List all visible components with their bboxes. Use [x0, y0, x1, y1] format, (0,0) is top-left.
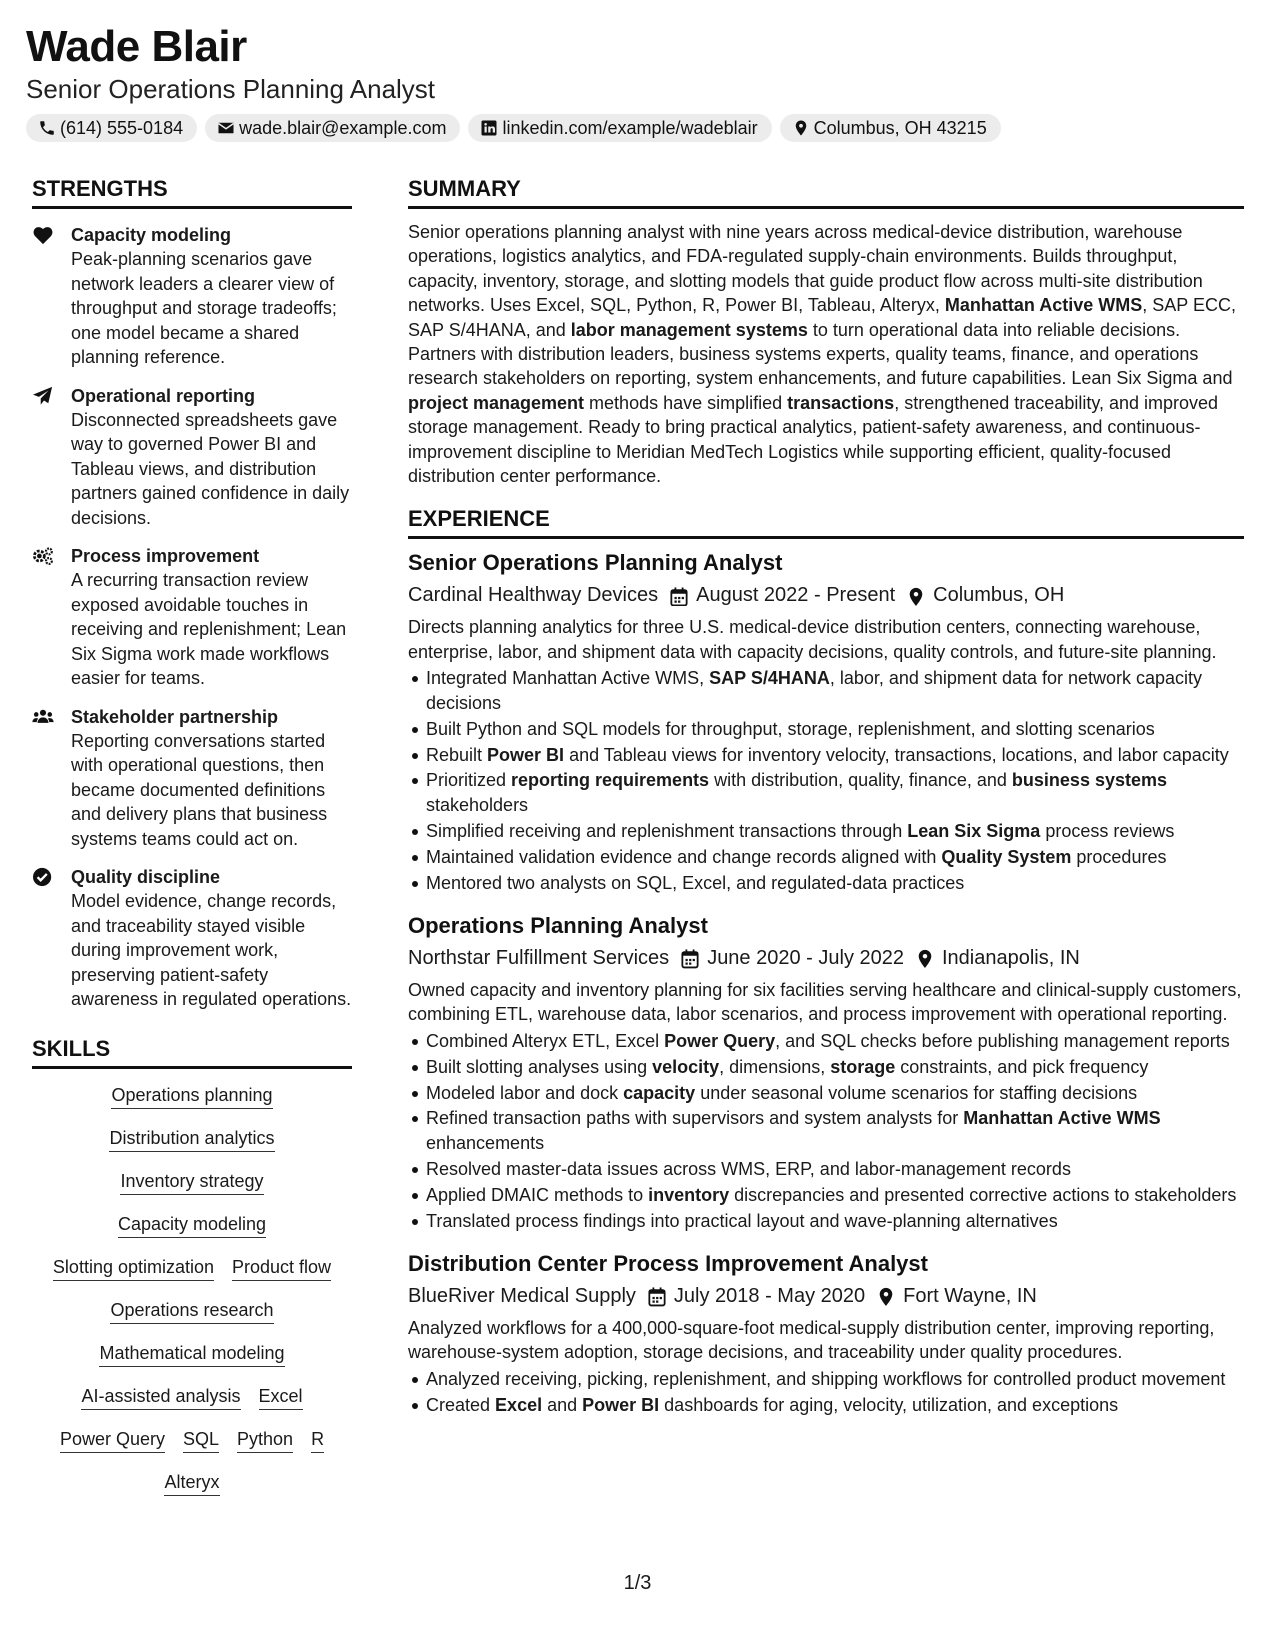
bullet-item — [408, 717, 1244, 741]
text-run: , dimensions, — [719, 1056, 831, 1077]
strength-item — [32, 705, 352, 852]
left-column — [32, 176, 352, 1513]
job-dates: August 2022 - Present — [696, 584, 896, 607]
summary-heading: SUMMARY — [408, 176, 1244, 209]
job-description: Directs planning analytics for three U.S. medical-device distribution centers, connecting warehouse, enterprise, labor, and shipment data with capacity decisions, quality controls, and future-site planning. — [408, 617, 1217, 662]
text-run: Senior operations planning analyst with nine years across medical-device distribution, warehouse operations, logistics analytics, and FDA-regulated supply-chain environments. Builds throughput, capacity, inventory, storage, and slotting models that guide product flow across multi-site distribution networks. Uses Excel, SQL, Python, R, Power BI, Tableau, Alteryx, — [408, 222, 1203, 316]
text-run: constraints, and pick frequency — [895, 1056, 1149, 1077]
text-run: under seasonal volume scenarios for staffing decisions — [695, 1082, 1138, 1103]
summary-text — [408, 220, 1244, 488]
location-pin-icon — [877, 1286, 895, 1306]
candidate-title: Senior Operations Planning Analyst — [26, 74, 436, 104]
strength-title: Quality discipline — [71, 867, 221, 887]
bullet-item — [408, 871, 1244, 895]
text-run: , and SQL checks before publishing management reports — [775, 1030, 1230, 1051]
bold-text: Power Query — [664, 1030, 776, 1051]
strength-text: Disconnected spreadsheets gave way to governed Power BI and Tableau views, and distribution partners gained confidence in daily decisions. — [71, 409, 350, 528]
check-circle-icon — [32, 867, 54, 887]
job-location: Indianapolis, IN — [942, 946, 1080, 969]
bold-text: storage — [830, 1056, 896, 1077]
paper-plane-icon — [32, 386, 54, 406]
strength-title: Operational reporting — [71, 385, 256, 406]
text-run: Created — [426, 1394, 496, 1415]
bold-text: velocity — [652, 1056, 720, 1077]
job-title: Senior Operations Planning Analyst — [408, 550, 783, 576]
strength-item — [32, 544, 352, 691]
text-run: Built slotting analyses using — [426, 1056, 653, 1077]
text-run: methods have simplified — [584, 392, 788, 413]
bullet-item — [408, 1209, 1244, 1233]
calendar-icon — [648, 1286, 666, 1306]
bold-text: Quality System — [941, 846, 1072, 867]
bullet-item — [408, 1055, 1244, 1079]
strength-item — [32, 384, 352, 531]
text-run: Mentored two analysts on SQL, Excel, and regulated-data practices — [426, 872, 965, 893]
text-run: dashboards for aging, velocity, utilization, and exceptions — [659, 1394, 1119, 1415]
experience-list — [408, 548, 1244, 1417]
bullet-item — [408, 743, 1244, 767]
text-run: process reviews — [1040, 820, 1175, 841]
strength-title: Stakeholder partnership — [71, 706, 279, 727]
strength-text: Peak-planning scenarios gave network leaders a clearer view of throughput and storage tradeoffs; one model became a shared planning reference. — [71, 249, 337, 367]
text-run: Rebuilt — [426, 744, 488, 765]
bold-text: Power BI — [582, 1394, 660, 1415]
bold-text: business systems — [1011, 770, 1168, 791]
skill-tag: Python — [237, 1427, 293, 1453]
text-run: , SAP ECC, SAP S/4HANA, and — [408, 295, 1236, 340]
bold-text: inventory — [648, 1184, 730, 1205]
text-run: to turn operational data into reliable decisions. Partners with distribution leaders, business systems experts, quality teams, finance, and operations research stakeholders on reporting, system enhancements, and future capabilities. Lean Six Sigma and — [408, 319, 1233, 389]
text-run: Resolved master-data issues across WMS, ERP, and labor-management records — [426, 1158, 1071, 1179]
skill-tag: AI-assisted analysis — [81, 1384, 240, 1410]
contact-email[interactable] — [205, 114, 460, 142]
text-run: Analyzed receiving, picking, replenishment, and shipping workflows for controlled product movement — [426, 1368, 1226, 1389]
skill-tag: Capacity modeling — [118, 1212, 266, 1238]
contact-linkedin-text: linkedin.com/example/wadeblair — [502, 117, 758, 138]
strength-text: A recurring transaction review exposed avoidable touches in receiving and replenishment; Lean Six Sigma work made workflows easier for teams. — [71, 570, 347, 688]
skills-heading: SKILLS — [32, 1036, 352, 1069]
text-run: Modeled labor and dock — [426, 1082, 624, 1103]
job-meta — [408, 943, 1244, 973]
bold-text: labor management systems — [570, 319, 808, 340]
skills-row — [60, 1427, 324, 1453]
calendar-icon — [670, 585, 688, 605]
skill-tag: Mathematical modeling — [99, 1341, 284, 1367]
text-run: Integrated Manhattan Active WMS, — [426, 668, 710, 689]
skill-tag: Inventory strategy — [120, 1169, 263, 1195]
envelope-icon — [217, 119, 235, 137]
job-dates: July 2018 - May 2020 — [673, 1285, 866, 1307]
bullet-item — [408, 666, 1244, 715]
skills-list — [32, 1083, 352, 1513]
skills-row — [53, 1255, 331, 1281]
bold-text: project management — [408, 392, 585, 413]
page-number: 1/3 — [623, 1572, 652, 1594]
job-meta — [408, 1281, 1244, 1311]
skill-tag: Distribution analytics — [109, 1126, 274, 1152]
text-run: and — [542, 1394, 583, 1415]
text-run: , labor, and shipment data for network capacity decisions — [426, 668, 1203, 713]
skills-row — [81, 1384, 302, 1410]
bullet-item — [408, 1367, 1244, 1391]
bold-text: Lean Six Sigma — [907, 820, 1041, 841]
location-pin-icon — [792, 119, 810, 137]
bullet-item — [408, 1029, 1244, 1053]
right-column — [408, 176, 1244, 1419]
location-pin-icon — [916, 948, 934, 968]
text-run: Maintained validation evidence and change records aligned with — [426, 846, 942, 867]
text-run: Combined Alteryx ETL, Excel — [426, 1030, 665, 1051]
contact-phone-text: (614) 555-0184 — [60, 117, 184, 138]
text-run: Prioritized — [426, 770, 512, 791]
skills-row — [111, 1083, 272, 1109]
job-company: Cardinal Healthway Devices — [408, 584, 659, 607]
strength-title: Capacity modeling — [71, 225, 232, 245]
users-icon — [32, 707, 54, 727]
text-run: Translated process findings into practical layout and wave-planning alternatives — [426, 1210, 1058, 1231]
linkedin-icon — [480, 119, 498, 137]
text-run: Simplified receiving and replenishment transactions through — [426, 820, 908, 841]
location-pin-icon — [907, 585, 925, 605]
calendar-icon — [681, 948, 699, 968]
skills-row — [120, 1169, 263, 1195]
skills-row — [164, 1470, 219, 1496]
job-title: Distribution Center Process Improvement Analyst — [408, 1251, 928, 1276]
bold-text: transactions — [787, 392, 895, 413]
text-run: stakeholders — [426, 794, 529, 815]
job-description: Owned capacity and inventory planning for six facilities serving healthcare and clinical-supply customers, combining ETL, warehouse data, labor scenarios, and process improvement with operational reporting. — [408, 979, 1242, 1025]
job-entry — [408, 548, 1244, 894]
experience-heading: EXPERIENCE — [408, 506, 1244, 539]
heart-icon — [32, 225, 54, 245]
contact-phone[interactable] — [26, 114, 197, 142]
text-run: and Tableau views for inventory velocity, transactions, locations, and labor capacity — [564, 744, 1229, 765]
bullet-item — [408, 819, 1244, 843]
bold-text: reporting requirements — [511, 770, 710, 791]
text-run: with distribution, quality, finance, and — [709, 770, 1012, 791]
contact-email-text: wade.blair@example.com — [239, 117, 447, 138]
bullet-item — [408, 1393, 1244, 1417]
bold-text: Manhattan Active WMS — [963, 1108, 1161, 1129]
job-location: Fort Wayne, IN — [903, 1285, 1037, 1307]
bullet-item — [408, 768, 1244, 817]
text-run: discrepancies and presented corrective actions to stakeholders — [729, 1184, 1237, 1205]
job-dates: June 2020 - July 2022 — [707, 946, 904, 969]
job-meta — [408, 580, 1244, 610]
skill-tag: Product flow — [232, 1255, 331, 1281]
bullet-item — [408, 845, 1244, 869]
job-title: Operations Planning Analyst — [408, 912, 708, 938]
bullet-item — [408, 1183, 1244, 1207]
skills-row — [118, 1212, 266, 1238]
bold-text: Excel — [495, 1394, 543, 1415]
job-description: Analyzed workflows for a 400,000-square-foot medical-supply distribution center, improving reporting, warehouse-system adoption, storage decisions, and traceability under quality procedures. — [408, 1318, 1215, 1363]
text-run: Built Python and SQL models for throughput, storage, replenishment, and slotting scenarios — [426, 718, 1155, 739]
candidate-name: Wade Blair — [26, 22, 247, 71]
job-location: Columbus, OH — [933, 584, 1065, 607]
bold-text: Power BI — [487, 744, 565, 765]
skill-tag: Slotting optimization — [53, 1255, 214, 1281]
job-bullets — [408, 666, 1244, 895]
skills-row — [110, 1298, 273, 1324]
bullet-item — [408, 1157, 1244, 1181]
text-run: Applied DMAIC methods to — [426, 1184, 649, 1205]
contact-linkedin[interactable] — [468, 114, 771, 142]
job-bullets — [408, 1367, 1244, 1417]
bold-text: SAP S/4HANA — [709, 668, 830, 689]
strength-item — [32, 223, 352, 370]
skill-tag: SQL — [183, 1427, 219, 1453]
skill-tag: R — [311, 1427, 324, 1453]
job-entry — [408, 911, 1244, 1233]
skill-tag: Operations research — [110, 1298, 273, 1324]
strength-item — [32, 865, 352, 1012]
skill-tag: Power Query — [60, 1427, 165, 1453]
skills-row — [109, 1126, 274, 1152]
contact-location-text: Columbus, OH 43215 — [813, 117, 987, 138]
text-run: Refined transaction paths with supervisors and system analysts for — [426, 1108, 964, 1129]
job-company: Northstar Fulfillment Services — [408, 946, 670, 969]
phone-icon — [38, 119, 56, 137]
job-bullets — [408, 1029, 1244, 1233]
strength-text: Model evidence, change records, and traceability stayed visible during improvement work, preserving patient-safety awareness in regulated operations. — [71, 891, 352, 1009]
bullet-item — [408, 1106, 1244, 1155]
strength-text: Reporting conversations started with operational questions, then became documented definitions and delivery plans that business systems teams could act on. — [71, 730, 328, 849]
gears-icon — [32, 546, 54, 566]
skill-tag: Excel — [259, 1384, 303, 1410]
skills-row — [99, 1341, 284, 1367]
skill-tag: Operations planning — [111, 1083, 272, 1109]
job-entry — [408, 1249, 1244, 1417]
text-run: , strengthened traceability, and improved storage management. Ready to bring practical analytics, patient-safety awareness, and continuous-improvement discipline to Meridian MedTech Logistics while supporting efficient, quality-focused distribution center performance. — [408, 392, 1219, 487]
bullet-item — [408, 1081, 1244, 1105]
text-run: procedures — [1071, 846, 1167, 867]
job-company: BlueRiver Medical Supply — [408, 1285, 636, 1307]
strengths-heading: STRENGTHS — [32, 176, 352, 209]
text-run: enhancements — [426, 1132, 545, 1153]
bold-text: Manhattan Active WMS — [944, 295, 1143, 316]
contact-location — [780, 114, 1001, 142]
skill-tag: Alteryx — [164, 1470, 219, 1496]
strength-title: Process improvement — [71, 546, 260, 566]
contact-bar — [26, 114, 1001, 142]
bold-text: capacity — [623, 1082, 696, 1103]
